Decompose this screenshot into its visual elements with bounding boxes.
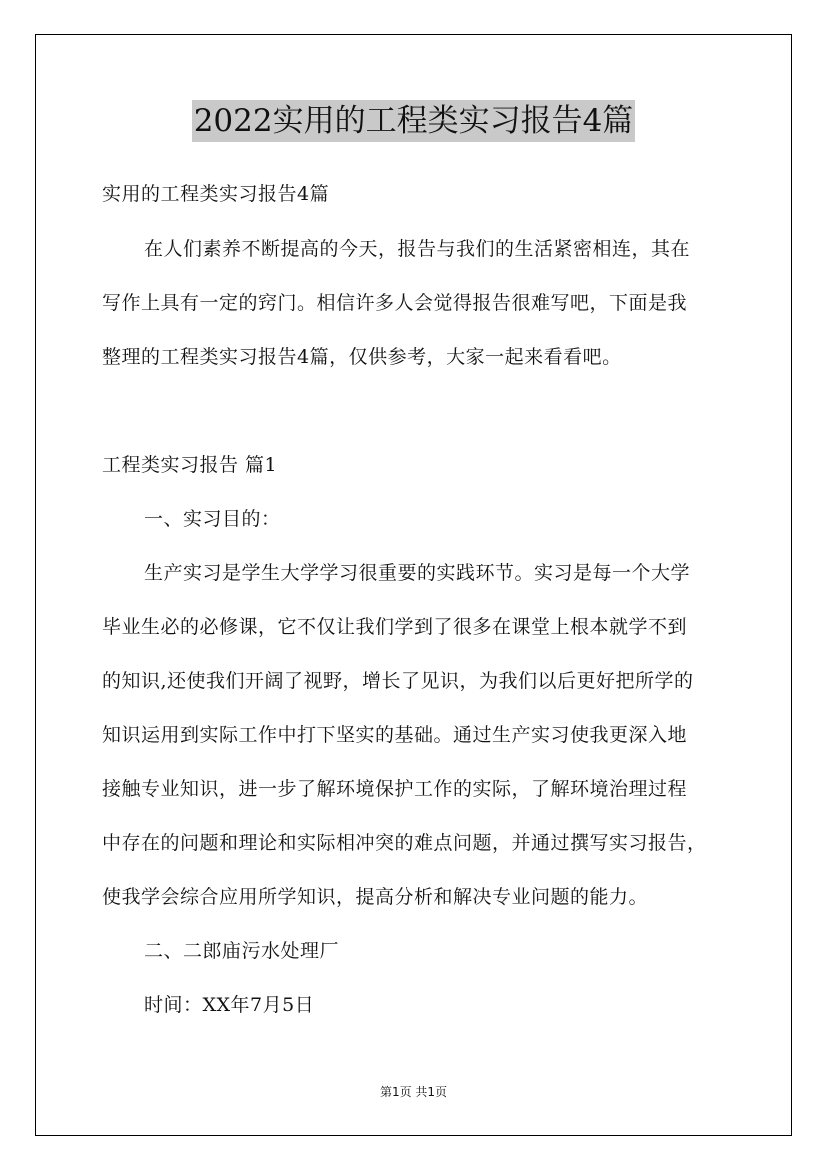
purpose-heading: 一、实习目的： (144, 508, 281, 530)
document-subtitle: 实用的工程类实习报告4篇 (102, 183, 330, 205)
body-line-4: 知识运用到实际工作中打下坚实的基础。通过生产实习使我更深入地 (102, 724, 688, 746)
time-line: 时间：XX年7月5日 (144, 994, 315, 1016)
intro-line-2: 写作上具有一定的窍门。相信许多人会觉得报告很难写吧，下面是我 (102, 292, 688, 314)
body-line-2: 毕业生必的必修课，它不仅让我们学到了很多在课堂上根本就学不到 (102, 616, 688, 638)
body-line-1: 生产实习是学生大学学习很重要的实践环节。实习是每一个大学 (144, 562, 691, 584)
body-line-5: 接触专业知识，进一步了解环境保护工作的实际，了解环境治理过程 (102, 778, 688, 800)
title-wrap (0, 100, 827, 142)
plant-heading: 二、二郎庙污水处理厂 (144, 940, 340, 962)
page-footer: 第1页 共1页 (379, 1085, 448, 1099)
document-title: 2022实用的工程类实习报告4篇 (192, 100, 636, 142)
intro-line-1: 在人们素养不断提高的今天，报告与我们的生活紧密相连，其在 (144, 238, 691, 260)
intro-line-3: 整理的工程类实习报告4篇，仅供参考，大家一起来看看吧。 (102, 346, 622, 368)
section-heading: 工程类实习报告 篇1 (102, 454, 278, 476)
body-line-6: 中存在的问题和理论和实际相冲突的难点问题，并通过撰写实习报告， (102, 832, 707, 854)
body-line-3: 的知识,还使我们开阔了视野，增长了见识，为我们以后更好把所学的 (102, 670, 694, 692)
body-line-7: 使我学会综合应用所学知识，提高分析和解决专业问题的能力。 (102, 886, 649, 908)
